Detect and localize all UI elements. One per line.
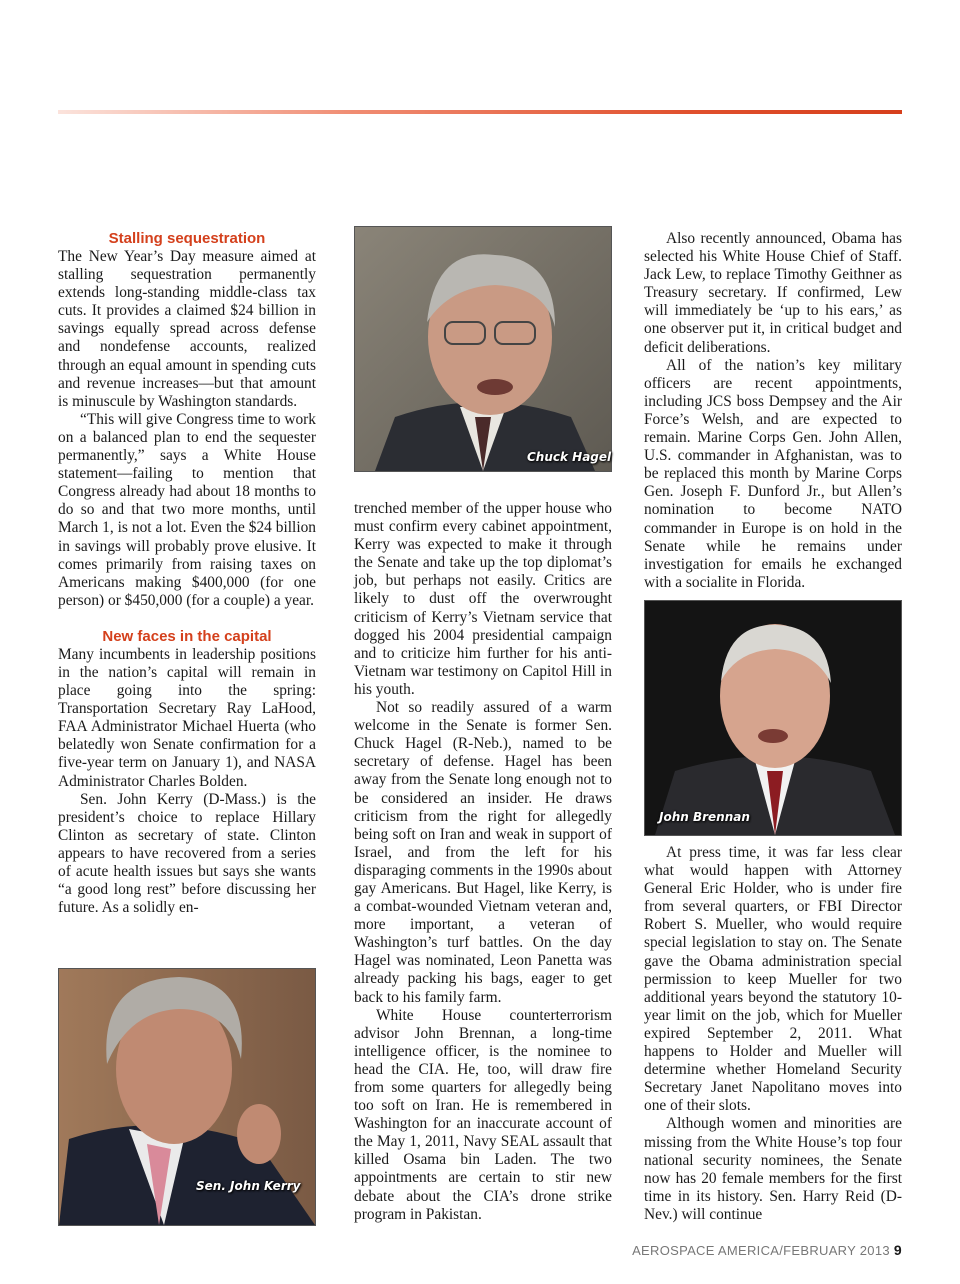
caption-kerry: Sen. John Kerry — [196, 1179, 301, 1193]
column-3-continued — [644, 844, 902, 1224]
paragraph: Also recently announced, Obama has selected his White House Chief of Staff. Jack Lew, to replace Timothy Geithner as Treasury secretary. If confirmed, Lew will immediately be ‘up to his ears,’ as one observer put it, in critical budget and deficit deliberations. — [644, 230, 902, 356]
photo-chuck-hagel — [354, 226, 612, 472]
section-heading-new-faces: New faces in the capital — [102, 627, 272, 645]
header-rule — [58, 110, 902, 114]
column-3 — [644, 230, 902, 592]
paragraph: trenched member of the upper house who must confirm every cabinet appointment, Kerry was expected to make it through the Senate and take up the top diplomat’s job, but perhaps not easily. Critics are likely to dust off the overwrought criticism of Kerry’s Vietnam service that dogged his 2004 presidential campaign and to criticize him further for his anti-Vietnam war testimony on Capitol Hill in his youth. — [354, 500, 612, 698]
publication-name: AEROSPACE AMERICA/FEBRUARY 2013 — [632, 1243, 890, 1258]
paragraph: “This will give Congress time to work on a balanced plan to end the sequester permanently,” says a White House statement—failing to mention that Congress already had about 18 months to do so and that two more months, until March 1, is not a lot. Even the $24 billion in savings will probably prove elusive. It comes primarily from raising taxes on Americans making $400,000 (for one person) or $450,000 (for a couple) a year. — [58, 410, 316, 609]
paragraph: All of the nation’s key military officers are recent appointments, including JCS boss Dempsey and the Air Force’s Welsh, and are expected to remain. Marine Corps Gen. John Allen, U.S. commander in Afghanistan, was to be replaced this month by Marine Corps Gen. Joseph F. Dunford Jr., but Allen’s nomination to become NATO commander in Europe is on hold in the Senate while he remains under investigation for emails he exchanged with a socialite in Florida. — [644, 356, 902, 591]
page-footer — [632, 1242, 902, 1258]
caption-hagel: Chuck Hagel — [527, 450, 612, 464]
paragraph: Although women and minorities are missing from the White House’s top four national security nominees, the Senate now has 20 female members for the first time in its history. Sen. Harry Reid (D-Nev.) will continue — [644, 1115, 902, 1223]
page-number: 9 — [893, 1242, 902, 1258]
paragraph: The New Year’s Day measure aimed at stalling sequestration permanently extends long-standing middle-class tax cuts. It provides a claimed $24 billion in savings equally spread across defense and nondefense accounts, realized through an equal amount in spending cuts and revenue increases—but that amount is minuscule by Washington standards. — [58, 248, 316, 410]
photo-john-brennan — [644, 600, 902, 836]
paragraph: White House counterterrorism advisor John Brennan, a long-time intelligence officer, is the nominee to head the CIA. He, too, will draw fire from some quarters for allegedly being too soft on Iran. He is remembered in Washington for an inaccurate account of the May 1, 2011, Navy SEAL assault that killed Osama bin Laden. The two appointments are certain to stir new debate about the CIA’s drone strike program in Pakistan. — [354, 1006, 612, 1223]
column-2 — [354, 500, 612, 1224]
section-heading-stalling: Stalling sequestration — [108, 230, 266, 247]
caption-brennan: John Brennan — [659, 810, 750, 824]
paragraph: At press time, it was far less clear what would happen with Attorney General Eric Holder, who is under fire from several quarters, or FBI Director Robert S. Mueller, who would require special legislation to stay on. The Senate gave the Obama administration special permission to keep Mueller for two additional years beyond the statutory 10-year limit on the job, which for Mueller expired September 2, 2011. What happens to Holder and Mueller will determine whether Homeland Security Secretary Janet Napolitano moves into one of their slots. — [644, 844, 902, 1115]
column-1 — [58, 230, 316, 917]
paragraph: Many incumbents in leadership positions in the nation’s capital will remain in place going into the spring: Transportation Secretary Ray LaHood, FAA Administrator Michael Huerta (who belatedly won Senate confirmation for a five-year term on January 1), and NASA Administrator Charles Bolden. — [58, 645, 316, 790]
paragraph: Sen. John Kerry (D-Mass.) is the president’s choice to replace Hillary Clinton as secretary of state. Clinton appears to have recovered from a series of acute health issues but says she wants “a good long rest” before discussing her future. As a solidly en- — [58, 790, 316, 917]
paragraph: Not so readily assured of a warm welcome in the Senate is former Sen. Chuck Hagel (R-Neb.), named to be secretary of defense. Hagel has been away from the Senate long enough not to be considered an insider. He draws criticism from the right for allegedly being soft on Iran and weak in support of Israel, and from the left for his disparaging comments in the 1990s about gay Americans. But Hagel, like Kerry, is a combat-wounded Vietnam veteran and, more important, a veteran of Washington’s turf battles. On the day Hagel was nominated, Leon Panetta was already packing his bags, eager to get back to his family farm. — [354, 699, 612, 1006]
